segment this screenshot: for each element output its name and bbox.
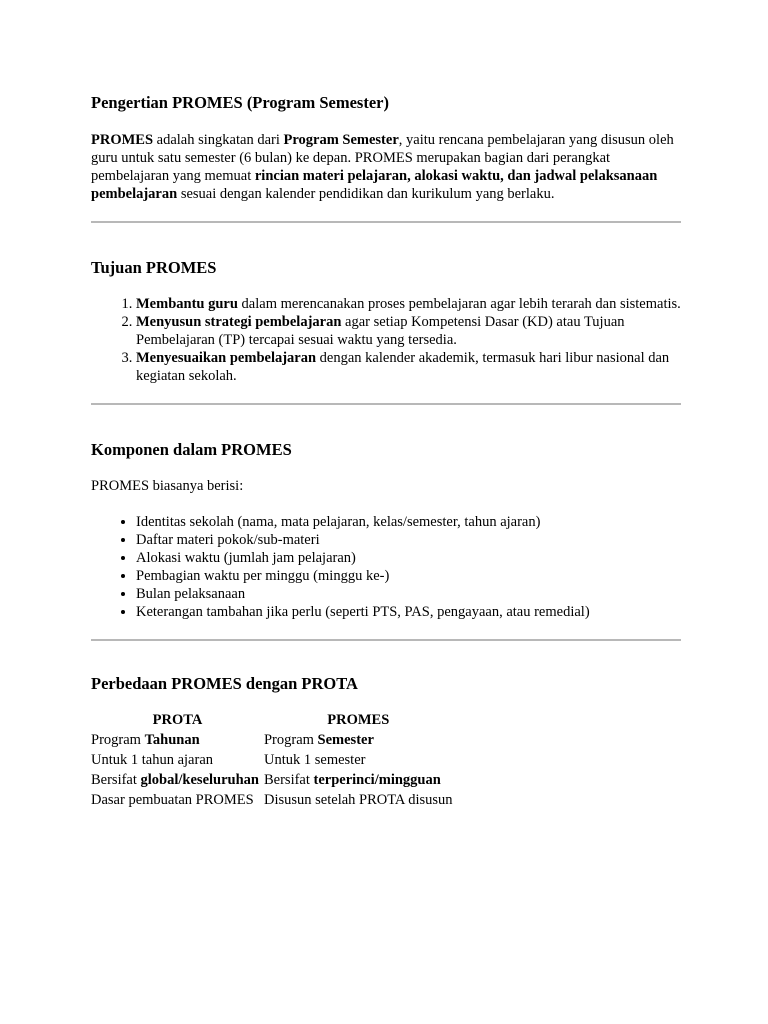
bold-text: Semester <box>317 732 374 748</box>
section-title-komponen: Komponen dalam PROMES <box>91 440 292 459</box>
table-cell <box>91 770 264 790</box>
bold-text: global/keseluruhan <box>140 772 259 788</box>
list-item: • Daftar materi pokok/sub-materi <box>136 531 681 549</box>
bold-text: terperinci/mingguan <box>313 772 441 788</box>
components-list <box>91 513 681 621</box>
table-row <box>91 730 453 750</box>
list-item <box>136 349 681 385</box>
table-row <box>91 750 453 770</box>
table-cell <box>91 750 264 770</box>
document-content <box>91 93 681 810</box>
cell-text: Bersifat <box>263 772 314 788</box>
bold-text: Menyesuaikan pembelajaran <box>136 350 317 366</box>
bold-text: rincian materi pelajaran, alokasi waktu, dan jadwal pelaksanaan pembelajaran <box>91 168 658 202</box>
list-item: • Alokasi waktu (jumlah jam pelajaran) <box>136 549 681 567</box>
list-item-text: dengan kalender akademik, termasuk hari libur nasional dan kegiatan sekolah. <box>136 350 670 384</box>
comparison-table <box>91 710 453 810</box>
table-header-row <box>91 710 453 730</box>
bold-text: Program Semester <box>283 132 399 148</box>
column-header-promes: PROMES <box>327 712 390 728</box>
list-item <box>136 313 681 349</box>
cell-text: Program <box>263 732 318 748</box>
bold-text: Menyusun strategi pembelajaran <box>136 314 342 330</box>
section-title-perbedaan: Perbedaan PROMES dengan PROTA <box>91 674 358 693</box>
cell-text: Untuk 1 tahun ajaran <box>91 752 214 768</box>
bold-text: Tahunan <box>144 732 200 748</box>
components-intro: PROMES biasanya berisi: <box>91 478 244 494</box>
table-cell <box>91 790 264 810</box>
paragraph-text: , yaitu rencana pembelajaran yang disusun oleh guru untuk satu semester (6 bulan) ke depan. PROMES merupakan bagian dari perangkat pembelajaran yang memuat <box>91 132 674 184</box>
bold-text: Membantu guru <box>136 296 238 312</box>
section-divider <box>91 221 681 223</box>
section-divider <box>91 403 681 405</box>
table-cell <box>264 750 453 770</box>
definition-paragraph <box>91 131 681 203</box>
list-item: • Identitas sekolah (nama, mata pelajaran, kelas/semester, tahun ajaran) <box>136 513 681 531</box>
cell-text: Dasar pembuatan PROMES <box>91 792 254 808</box>
table-row <box>91 770 453 790</box>
table-cell <box>264 790 453 810</box>
cell-text: Bersifat <box>91 772 141 788</box>
list-item: • Pembagian waktu per minggu (minggu ke-) <box>136 567 681 585</box>
list-item-text: agar setiap Kompetensi Dasar (KD) atau Tujuan Pembelajaran (TP) tercapai sesuai waktu yang tersedia. <box>136 314 625 348</box>
list-item <box>136 295 681 313</box>
table-cell <box>91 730 264 750</box>
table-row <box>91 790 453 810</box>
table-cell <box>264 770 453 790</box>
cell-text: Disusun setelah PROTA disusun <box>263 792 453 808</box>
paragraph-text: sesuai dengan kalender pendidikan dan kurikulum yang berlaku. <box>177 186 555 202</box>
section-title-pengertian: Pengertian PROMES (Program Semester) <box>91 93 389 112</box>
objectives-list <box>91 295 681 385</box>
section-divider <box>91 639 681 641</box>
list-item: • Keterangan tambahan jika perlu (seperti PTS, PAS, pengayaan, atau remedial) <box>136 603 681 621</box>
cell-text: Untuk 1 semester <box>263 752 366 768</box>
section-title-tujuan: Tujuan PROMES <box>91 258 217 277</box>
bold-text: PROMES <box>91 132 154 148</box>
list-item: • Bulan pelaksanaan <box>136 585 681 603</box>
table-cell <box>264 730 453 750</box>
column-header-prota: PROTA <box>152 712 203 728</box>
paragraph-text: adalah singkatan dari <box>153 132 284 148</box>
list-item-text: dalam merencanakan proses pembelajaran agar lebih terarah dan sistematis. <box>237 296 681 312</box>
cell-text: Program <box>91 732 145 748</box>
